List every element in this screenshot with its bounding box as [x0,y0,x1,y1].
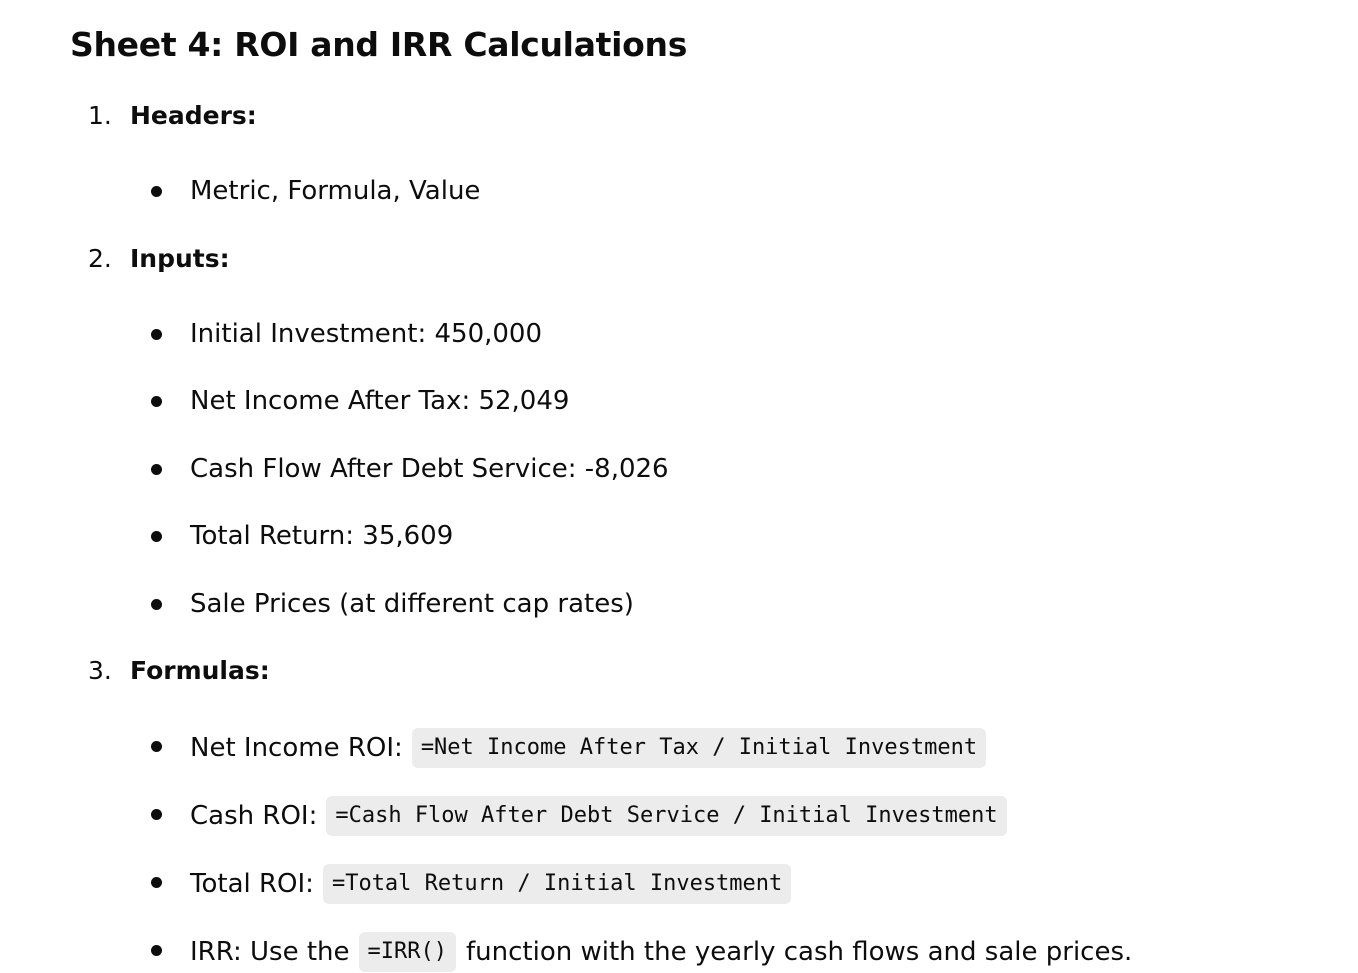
list-item: Net Income After Tax: 52,049 [190,386,570,416]
formula-label: IRR: Use the [190,937,350,967]
page-title: Sheet 4: ROI and IRR Calculations [70,25,688,64]
list-item: Metric, Formula, Value [190,176,481,206]
list-item [190,932,1132,972]
bullet-icon [151,186,162,197]
formula-code: =Total Return / Initial Investment [323,864,791,904]
bullet-icon [151,945,162,956]
section-title: Formulas: [130,656,270,685]
bullet-icon [151,741,162,752]
formula-label: Total ROI: [190,869,314,899]
formula-code: =IRR() [359,932,456,972]
formula-label: Cash ROI: [190,801,318,831]
bullet-icon [151,599,162,610]
formula-code: =Net Income After Tax / Initial Investment [412,728,986,768]
list-item: Sale Prices (at different cap rates) [190,589,634,619]
list-item [190,728,986,768]
section-title: Headers: [130,101,257,130]
bullet-icon [151,809,162,820]
list-item [190,796,1007,836]
list-item: Cash Flow After Debt Service: -8,026 [190,454,669,484]
bullet-icon [151,531,162,542]
formula-suffix: function with the yearly cash flows and sale prices. [466,937,1133,967]
list-item: Total Return: 35,609 [190,521,454,551]
bullet-icon [151,877,162,888]
list-item [190,864,791,904]
list-item: Initial Investment: 450,000 [190,319,543,349]
bullet-icon [151,329,162,340]
bullet-icon [151,464,162,475]
section-number: 2. [88,244,112,273]
section-number: 3. [88,656,112,685]
bullet-icon [151,396,162,407]
formula-label: Net Income ROI: [190,733,403,763]
section-number: 1. [88,101,112,130]
section-title: Inputs: [130,244,230,273]
formula-code: =Cash Flow After Debt Service / Initial Investment [326,796,1006,836]
